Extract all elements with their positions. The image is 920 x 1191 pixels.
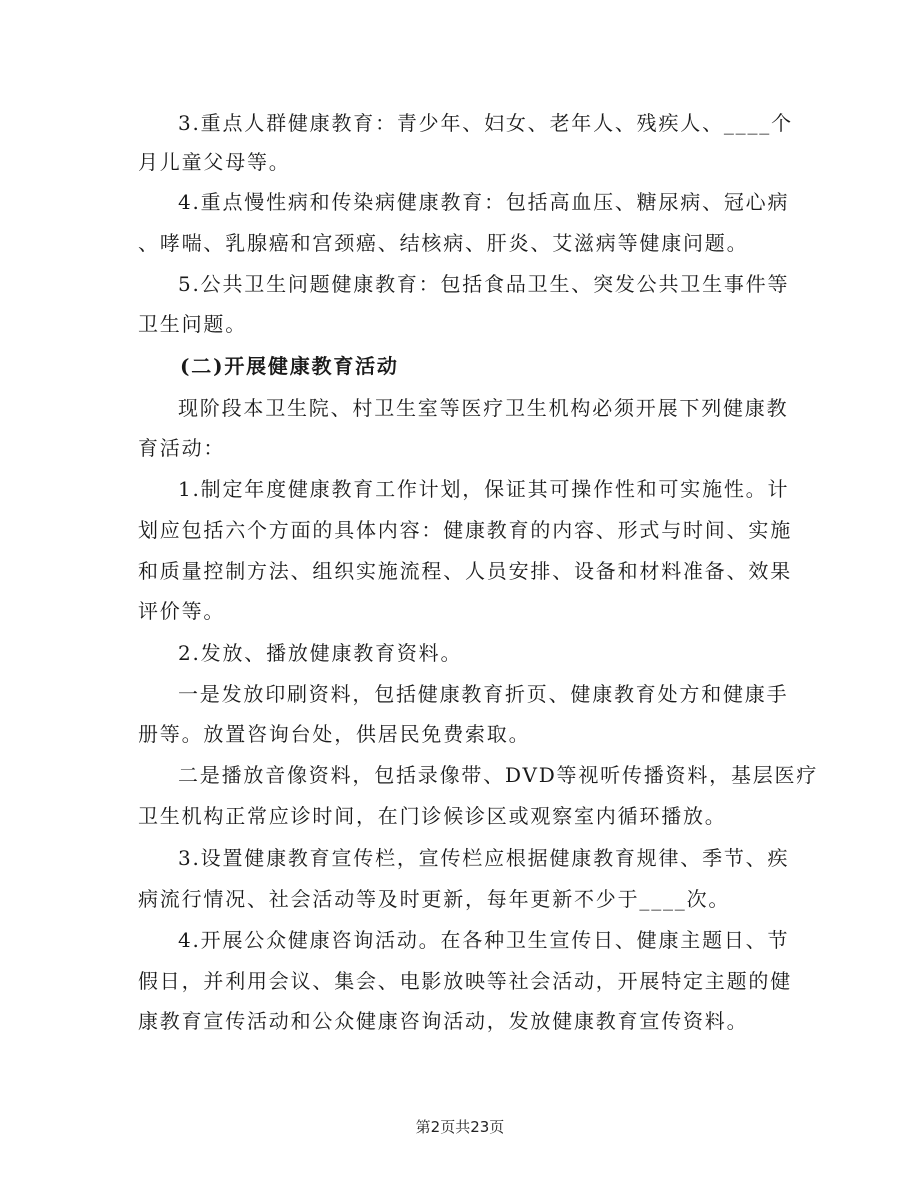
paragraph-line: 和质量控制方法、组织实施流程、人员安排、设备和材料准备、效果: [138, 559, 792, 583]
paragraph-line: 育活动：: [138, 436, 226, 460]
paragraph-line: 划应包括六个方面的具体内容：健康教育的内容、形式与时间、实施: [138, 518, 792, 542]
paragraph-line: 卫生问题。: [138, 312, 247, 336]
paragraph-line: 、哮喘、乳腺癌和宫颈癌、结核病、肝炎、艾滋病等健康问题。: [138, 231, 749, 255]
paragraph-line: 3.重点人群健康教育：青少年、妇女、老年人、残疾人、____个: [178, 111, 793, 135]
paragraph-line: 3.设置健康教育宣传栏，宣传栏应根据健康教育规律、季节、疾: [178, 846, 790, 870]
paragraph-line: 5.公共卫生问题健康教育：包括食品卫生、突发公共卫生事件等: [178, 272, 790, 296]
paragraph-line: 4.重点慢性病和传染病健康教育：包括高血压、糖尿病、冠心病: [178, 190, 790, 214]
paragraph-line: 一是发放印刷资料，包括健康教育折页、健康教育处方和健康手: [178, 682, 789, 706]
paragraph-line: 假日，并利用会议、集会、电影放映等社会活动，开展特定主题的健: [138, 969, 792, 993]
section-heading: (二)开展健康教育活动: [180, 354, 399, 378]
paragraph-line: 册等。放置咨询台处，供居民免费索取。: [138, 722, 531, 746]
paragraph-line: 现阶段本卫生院、村卫生室等医疗卫生机构必须开展下列健康教: [178, 396, 789, 420]
paragraph-line: 二是播放音像资料，包括录像带、DVD等视听传播资料，基层医疗: [178, 763, 819, 787]
paragraph-line: 2.发放、播放健康教育资料。: [178, 641, 463, 665]
paragraph-line: 评价等。: [138, 599, 226, 623]
paragraph-line: 卫生机构正常应诊时间，在门诊候诊区或观察室内循环播放。: [138, 804, 727, 828]
page-number-footer: 第2页共23页: [415, 1118, 505, 1136]
paragraph-line: 月儿童父母等。: [138, 150, 291, 174]
paragraph-line: 4.开展公众健康咨询活动。在各种卫生宣传日、健康主题日、节: [178, 928, 790, 952]
paragraph-line: 1.制定年度健康教育工作计划，保证其可操作性和可实施性。计: [178, 477, 790, 501]
paragraph-line: 康教育宣传活动和公众健康咨询活动，发放健康教育宣传资料。: [138, 1009, 749, 1033]
paragraph-line: 病流行情况、社会活动等及时更新，每年更新不少于____次。: [138, 887, 731, 911]
